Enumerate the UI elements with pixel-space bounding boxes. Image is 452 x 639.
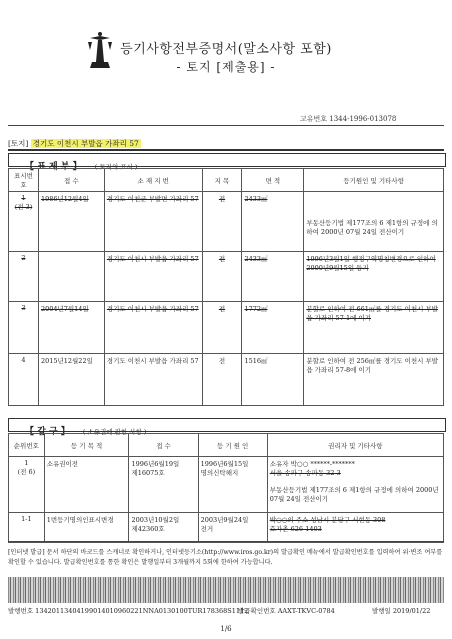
receipt: 2015년12월22일 <box>38 354 104 406</box>
col-header: 접 수 <box>129 434 198 457</box>
document-title: 등기사항전부증명서(말소사항 포함) <box>120 42 332 57</box>
row-number-old: (전 3) <box>14 203 33 211</box>
note: 분할로 인하여 전 256㎡를 경기도 이천시 부발읍 가좌리 57-8에 이기 <box>304 354 444 406</box>
pyojebu-subtitle: ( 토지의 표시 ) <box>94 163 138 171</box>
receipt: 2004년7월14일 <box>38 302 104 354</box>
unique-number: 고유번호 1344-1996-013078 <box>300 115 397 123</box>
area: 1516㎡ <box>242 354 304 406</box>
area: 1772㎡ <box>242 302 304 354</box>
pyojebu-header <box>8 153 446 172</box>
internet-issue-notice: [인터넷 발급] 문서 하단의 바코드를 스캐너로 확인하거나, 인터넷등기소(http://www.iros.go.kr)의 발급확인 메뉴에서 발급확인번호를 입력하여 위·변조 여부를 확인할 수 있습니다. 발급확인번호를 통한 확인은 발행일부터 3개월까지 5회에 한하여 가능합니다. <box>8 549 443 566</box>
rank-number: 1 <box>24 459 29 467</box>
rank-number-old: (전 6) <box>17 468 36 476</box>
receipt: 2003년10월2일 제42360호 <box>129 513 198 543</box>
note: 부동산등기법 제177조의 6 제1항의 규정에 의하여 2000년 07월 24일 전산이기 <box>269 486 439 503</box>
col-header: 등 기 목 적 <box>44 434 129 457</box>
page-number: 1/6 <box>220 625 232 633</box>
document-subtitle: - 토지 [제출용] - <box>176 60 276 74</box>
cause: 2003년9월24일 전거 <box>198 513 267 543</box>
table-row <box>9 192 444 252</box>
gapgu-subtitle: ( 소유권에 관한 사항 ) <box>82 428 147 436</box>
gapgu-header-row <box>9 434 444 457</box>
header-rule <box>8 125 444 126</box>
col-header: 표시번호 <box>9 169 39 192</box>
table-row <box>9 354 444 406</box>
land-category: 전 <box>202 354 242 406</box>
location: 경기도 이천시 부발읍 가좌리 57 <box>104 302 202 354</box>
owner-line: 소유자 박○○ ******-******* <box>269 460 355 468</box>
issue-date: 발행일 2019/01/22 <box>372 607 431 615</box>
row-number: 4 <box>9 354 39 406</box>
note: 분할로 인하여 전 661㎡를 경기도 이천시 부발읍 가좌리 57-1에 이기 <box>304 302 444 354</box>
col-header: 등기원인 및 기타사항 <box>304 169 444 192</box>
land-category: 전 <box>202 302 242 354</box>
address-prefix: [토지] <box>8 139 29 148</box>
land-category: 전 <box>202 192 242 252</box>
location: 경기도 이천시 부발읍 가좌리 57 <box>104 354 202 406</box>
notice-rule <box>8 541 444 542</box>
area: 2433㎡ <box>242 192 304 252</box>
note: 부동산등기법 제177조의 6 제1항의 규정에 의하여 2000년 07월 24일 전산이기 <box>304 192 444 252</box>
location: 경기도 이천시 부발읍 가좌리 57 <box>104 252 202 302</box>
row-number: 3 <box>9 302 39 354</box>
table-row <box>9 457 444 513</box>
address-text: 경기도 이천시 부발읍 가좌리 57 <box>32 139 139 148</box>
row-number: 2 <box>9 252 39 302</box>
gapgu-header <box>8 418 446 437</box>
gapgu-title: 【 갑 구 】 <box>25 427 70 437</box>
col-header: 등 기 원 인 <box>198 434 267 457</box>
pyojebu-header-row <box>9 169 444 192</box>
table-row <box>9 302 444 354</box>
receipt <box>38 252 104 302</box>
confirm-number: 발급확인번호 AAXT-TKVC-0784 <box>238 607 335 615</box>
purpose: 1번등기명의인표시변경 <box>44 513 129 543</box>
cause: 1996년6월15일 명의신탁해지 <box>198 457 267 513</box>
owner-line: 박○○의 주소 성남시 분당구 서현동 308 <box>269 516 386 524</box>
pyojebu-title: 【 표 제 부 】 <box>25 162 82 172</box>
location: 경기도 이천군 부발면 가좌리 57 <box>104 192 202 252</box>
gapgu-table <box>8 433 444 543</box>
land-address <box>8 138 141 149</box>
receipt: 1986년12월4일 <box>38 192 104 252</box>
rank-number: 1-1 <box>9 513 45 543</box>
row-number: 1 <box>21 194 26 202</box>
land-category: 전 <box>202 252 242 302</box>
receipt: 1996년6월19일 제16075호 <box>129 457 198 513</box>
col-header: 순위번호 <box>9 434 45 457</box>
col-header: 접 수 <box>38 169 104 192</box>
table-row <box>9 252 444 302</box>
col-header: 권리자 및 기타사항 <box>267 434 443 457</box>
purpose: 소유권이전 <box>44 457 129 513</box>
note: 1996년3월1일 행정구역명칭변경으로 인하여 2000년9월15일 등기 <box>304 252 444 302</box>
security-barcode <box>8 577 444 603</box>
table-row <box>9 513 444 543</box>
owner-address: 서울 송파구 송파동 32-3 <box>269 469 341 477</box>
col-header: 지 목 <box>202 169 242 192</box>
issue-number: 발행번호 13420113404199014010960221NNA0130100TUR178368S1112 <box>8 607 249 615</box>
owner-address: 효자촌 626-1403 <box>269 525 322 533</box>
col-header: 면 적 <box>242 169 304 192</box>
pyojebu-table <box>8 168 444 406</box>
area: 2433㎡ <box>242 252 304 302</box>
col-header: 소 재 지 번 <box>104 169 202 192</box>
address-rule <box>8 149 444 151</box>
